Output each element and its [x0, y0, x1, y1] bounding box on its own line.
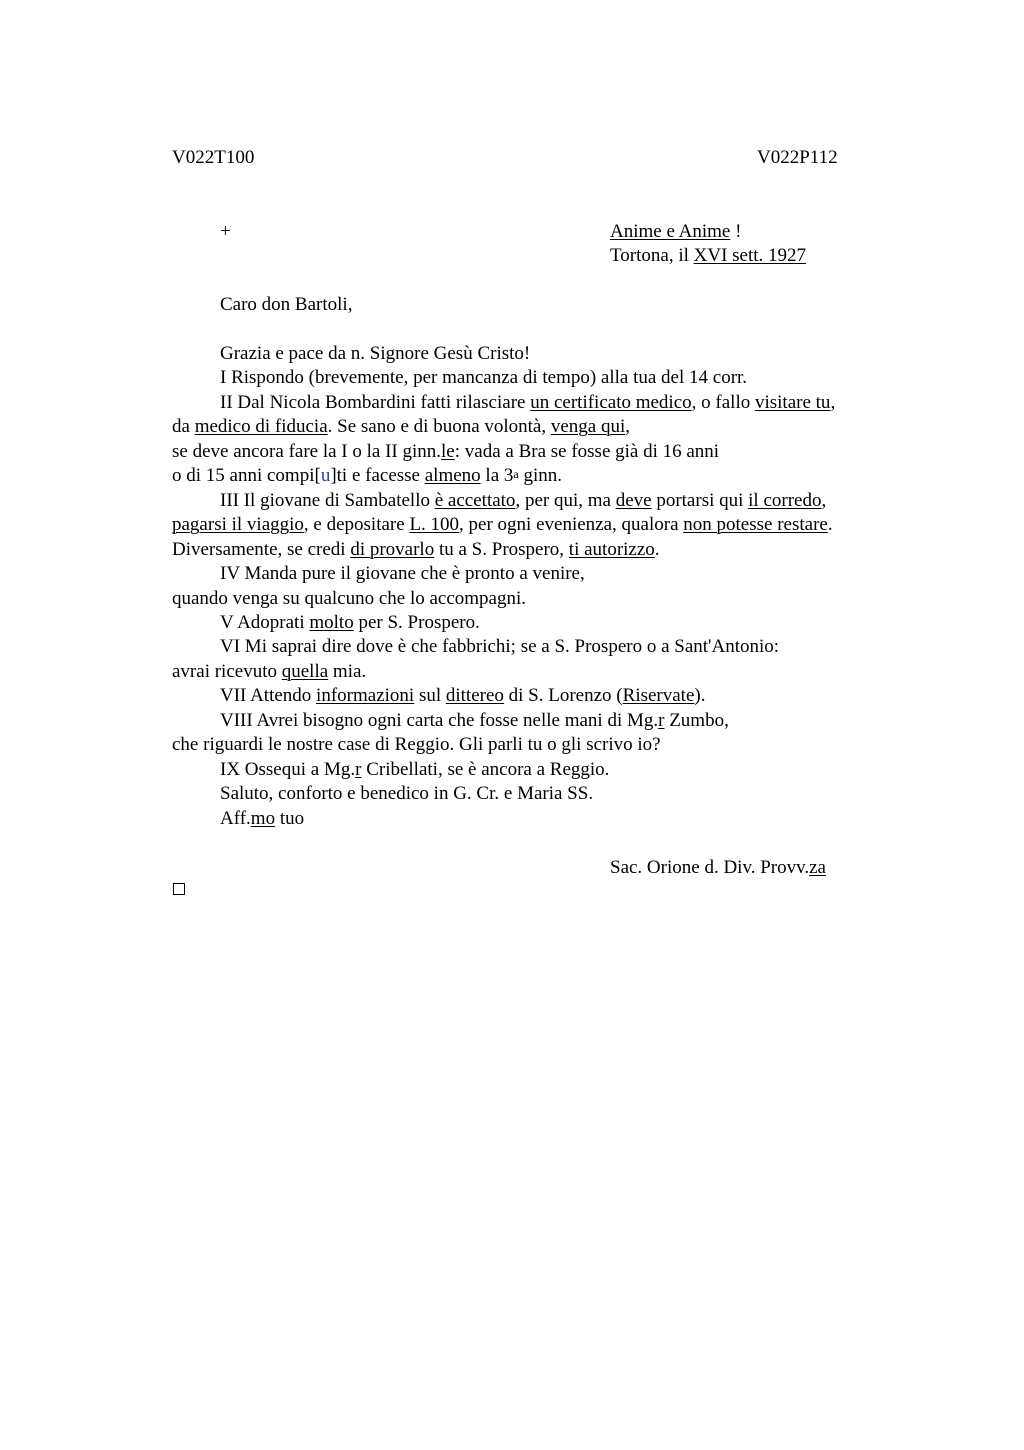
text-run: ]ti e facesse — [330, 465, 425, 486]
underlined-run: almeno — [424, 465, 481, 486]
text-run: , — [821, 490, 827, 511]
paragraph-ii-line-4 — [172, 464, 562, 488]
motto: Anime e Anime — [610, 221, 731, 242]
text-run: la 3 — [480, 465, 514, 486]
text-run: , o fallo — [691, 392, 755, 413]
text-run: , — [625, 416, 631, 437]
underlined-run: za — [809, 857, 826, 878]
text-run: . Se sano e di buona volontà, — [327, 416, 551, 437]
text-run: : vada a Bra se fosse già di 16 anni — [454, 441, 720, 462]
paragraph-iii-line-1 — [220, 489, 826, 513]
text-run: o di 15 anni compi[ — [172, 465, 321, 486]
text-run: avrai ricevuto — [172, 661, 282, 682]
text-run: Cribellati, se è ancora a Reggio. — [361, 759, 610, 780]
underlined-run: quella — [281, 661, 329, 682]
text-run: di S. Lorenzo ( — [503, 685, 623, 706]
paragraph-iii-line-3 — [172, 538, 660, 562]
underlined-run: r — [355, 759, 362, 780]
underlined-run: Riservate — [622, 685, 695, 706]
underlined-run: mo — [250, 808, 276, 829]
underlined-run: ti autorizzo — [568, 539, 655, 560]
paragraph-iii-line-2 — [172, 513, 833, 537]
paragraph-ii-line-3 — [172, 440, 719, 464]
text-run: da — [172, 416, 195, 437]
underlined-run: medico di fiducia — [194, 416, 328, 437]
paragraph-ii-line-2 — [172, 415, 630, 439]
text-run: , e depositare — [303, 514, 410, 535]
cross-symbol: + — [220, 221, 231, 242]
paragraph-iv-line-1: IV Manda pure il giovane che è pronto a venire, — [220, 563, 585, 584]
text-run: Zumbo, — [664, 710, 729, 731]
text-run: ginn. — [518, 465, 562, 486]
text-run: , per ogni evenienza, qualora — [459, 514, 684, 535]
text-run: . — [827, 514, 833, 535]
paragraph-i: I Rispondo (brevemente, per mancanza di tempo) alla tua del 14 corr. — [220, 367, 748, 388]
underlined-run: il corredo — [748, 490, 822, 511]
text-run: V Adoprati — [220, 612, 310, 633]
salutation: Caro don Bartoli, — [220, 294, 353, 315]
editorial-insertion: u — [320, 465, 331, 486]
header-right-code: V022P112 — [757, 147, 838, 168]
paragraph-vii — [220, 684, 705, 708]
paragraph-vi-line-1: VI Mi saprai dire dove è che fabbrichi; se a S. Prospero o a Sant'Antonio: — [220, 636, 780, 657]
text-run: II Dal Nicola Bombardini fatti rilasciare — [220, 392, 531, 413]
paragraph-ii-line-1 — [220, 391, 835, 415]
underlined-run: informazioni — [316, 685, 415, 706]
underlined-run: è accettato — [434, 490, 516, 511]
underlined-run: le — [441, 441, 455, 462]
end-marker-square — [173, 883, 185, 895]
paragraph-v — [220, 611, 480, 635]
place-date-line — [610, 244, 806, 268]
text-run: tu a S. Prospero, — [434, 539, 569, 560]
date: XVI sett. 1927 — [693, 245, 807, 266]
text-run: Diversamente, se credi — [172, 539, 351, 560]
text-run: per S. Prospero. — [353, 612, 480, 633]
underlined-run: venga qui — [550, 416, 626, 437]
paragraph-viii-line-2: che riguardi le nostre case di Reggio. Gli parli tu o gli scrivo io? — [172, 734, 661, 755]
text-run: VII Attendo — [220, 685, 317, 706]
underlined-run: deve — [615, 490, 652, 511]
signature — [610, 856, 826, 880]
text-run: . — [654, 539, 660, 560]
text-run: III Il giovane di Sambatello — [220, 490, 435, 511]
paragraph-iv-line-2: quando venga su qualcuno che lo accompagni. — [172, 588, 527, 609]
text-run: VIII Avrei bisogno ogni carta che fosse nelle mani di Mg. — [220, 710, 659, 731]
text-run: se deve ancora fare la I o la II ginn. — [172, 441, 442, 462]
underlined-run: visitare tu — [754, 392, 831, 413]
underlined-run: molto — [309, 612, 354, 633]
underlined-run: un certificato medico — [530, 392, 692, 413]
text-run: , — [830, 392, 836, 413]
text-run: sul — [414, 685, 446, 706]
text-run: ). — [694, 685, 706, 706]
underlined-run: dittereo — [445, 685, 504, 706]
motto-line — [610, 220, 741, 244]
text-run: Aff. — [220, 808, 251, 829]
underlined-run: L. 100 — [409, 514, 460, 535]
text-run: tuo — [275, 808, 305, 829]
underlined-run: pagarsi il viaggio — [172, 514, 304, 535]
underlined-run: non potesse restare — [683, 514, 828, 535]
superscript: a — [513, 467, 519, 481]
closing — [220, 807, 304, 831]
text-run: , per qui, ma — [515, 490, 616, 511]
header-left-code: V022T100 — [172, 147, 255, 168]
text-run: mia. — [328, 661, 367, 682]
greeting: Grazia e pace da n. Signore Gesù Cristo! — [220, 343, 531, 364]
underlined-run: di provarlo — [350, 539, 435, 560]
paragraph-viii-line-1 — [220, 709, 729, 733]
motto-exclamation: ! — [730, 221, 742, 242]
place: Tortona, il — [610, 245, 694, 266]
paragraph-vi-line-2 — [172, 660, 366, 684]
text-run: portarsi qui — [651, 490, 749, 511]
underlined-run: r — [658, 710, 665, 731]
paragraph-ix — [220, 758, 609, 782]
text-run: IX Ossequi a Mg. — [220, 759, 356, 780]
signature-text: Sac. Orione d. Div. Provv. — [610, 857, 810, 878]
blessing: Saluto, conforto e benedico in G. Cr. e Maria SS. — [220, 783, 594, 804]
